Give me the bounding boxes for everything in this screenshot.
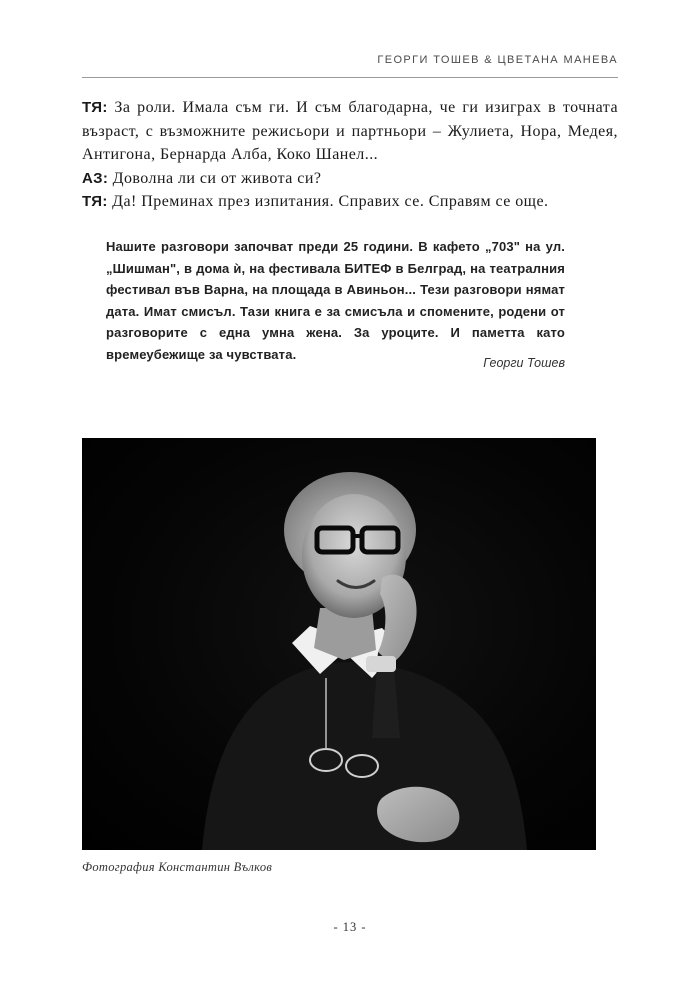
- dialogue-line: [82, 167, 618, 191]
- dialogue-section: [82, 96, 618, 214]
- bracelet-shape: [366, 656, 396, 672]
- dialogue-text: Да! Преминах през изпитания. Справих се. Справям се още.: [107, 193, 549, 210]
- speaker-label: ТЯ:: [82, 193, 108, 210]
- quote-block: Нашите разговори започват преди 25 години. В кафето „703" на ул. „Шишман", в дома ѝ, на фестивала БИТЕФ в Белград, на театралния фестивал във Варна, на площада в Авиньон... Тези разговори нямат дата. Имат смисъл. Тази книга е за смисъла и спомените, родени от разговорите с една умна жена. За уроците. И паметта като времеубежище за чувствата.: [106, 239, 565, 362]
- dialogue-text: За роли. Имала съм ги. И съм благодарна, че ги изиграх в точната възраст, с възможните режисьори и партньори – Жулиета, Нора, Медея, Антигона, Бернарда Алба, Коко Шанел...: [82, 99, 618, 163]
- speaker-label: ТЯ:: [82, 99, 108, 116]
- raised-hand-shape: [378, 575, 417, 664]
- page-number: - 13 -: [333, 920, 367, 934]
- photo-caption: Фотография Константин Вълков: [82, 860, 273, 874]
- header-rule: [82, 77, 618, 78]
- speaker-label: АЗ:: [82, 169, 109, 187]
- dialogue-line: [82, 190, 618, 214]
- dialogue-text: Доволна ли си от живота си?: [108, 169, 322, 187]
- quote-signature: Георги Тошев: [483, 356, 565, 370]
- running-header: ГЕОРГИ ТОШЕВ & ЦВЕТАНА МАНЕВА: [377, 54, 618, 66]
- portrait-photo: [82, 438, 596, 850]
- dialogue-line: [82, 96, 618, 167]
- portrait-illustration: [82, 438, 596, 850]
